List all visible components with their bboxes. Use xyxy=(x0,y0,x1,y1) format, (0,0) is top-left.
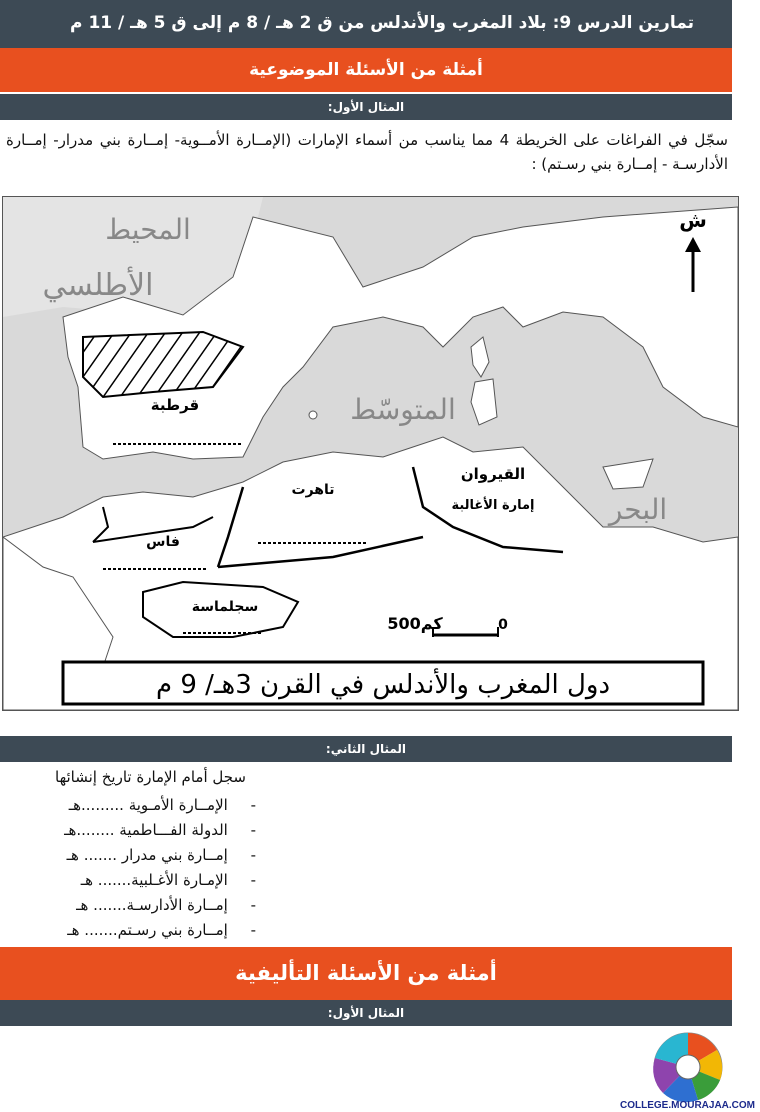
lesson-title: تمارين الدرس 9: بلاد المغرب والأندلس من ق 2 هـ / 8 م إلى ق 5 هـ / 11 م xyxy=(70,13,694,33)
cordoba-label: قرطبة xyxy=(150,396,200,414)
ocean-label-1: المحيط xyxy=(105,213,191,246)
example-2-label: المثال الثاني: xyxy=(325,742,407,756)
example-2-lead: سجل أمام الإمارة تاريخ إنشائها xyxy=(55,768,246,786)
sijilmasa-label: سجلماسة xyxy=(191,599,259,615)
example-3-header xyxy=(0,1000,732,1026)
example-2-header xyxy=(0,736,732,762)
example-1-instruction: سجّل في الفراغات على الخريطة 4 مما يناسب من أسماء الإمارات (الإمــارة الأمــوية- إمــارة بني مدرار- إمــارة الأدارسـة - إمــارة بني رسـتم) : xyxy=(6,131,728,173)
objective-questions-banner xyxy=(0,48,732,92)
list-item-text: إمــارة الأدارسـة....... هـ xyxy=(76,896,228,914)
lesson-title-bar xyxy=(0,0,732,48)
aghlabid-label: إمارة الأغالبة xyxy=(451,498,535,513)
example-3-label: المثال الأول: xyxy=(327,1006,405,1020)
constructive-questions-title: أمثلة من الأسئلة التأليفية xyxy=(235,961,497,985)
list-item-text: إمــارة بني مدرار ....... هـ xyxy=(66,846,228,864)
list-item: - الإمــارة الأمـوية .........هـ xyxy=(68,796,256,814)
tahert-label: تاهرت xyxy=(291,482,335,498)
site-logo xyxy=(628,1025,738,1112)
map-caption: دول المغرب والأندلس في القرن 3هـ/ 9 م xyxy=(155,670,611,700)
constructive-questions-banner xyxy=(0,947,732,1000)
list-item: - إمــارة بني مدرار ....... هـ xyxy=(66,846,256,864)
scale-label: 500كم xyxy=(387,614,443,633)
scale-zero: 0 xyxy=(498,617,508,633)
north-label: ش xyxy=(679,208,707,232)
sea-label-1: المتوسّط xyxy=(350,393,456,426)
list-item-text: الإمـارة الأغـلبية....... هـ xyxy=(80,871,228,889)
historical-map xyxy=(2,196,739,711)
fes-label: فاس xyxy=(146,534,180,550)
site-url: COLLEGE.MOURAJAA.COM xyxy=(620,1100,755,1111)
list-item-text: الإمــارة الأمـوية .........هـ xyxy=(68,796,228,814)
sea-label-2: البحر xyxy=(608,493,668,526)
ocean-label-2: الأطلسي xyxy=(42,268,154,303)
list-item: - إمــارة بني رسـتم....... هـ xyxy=(67,921,256,939)
example-1-label: المثال الأول: xyxy=(327,100,405,114)
list-item-text: إمــارة بني رسـتم....... هـ xyxy=(67,921,228,939)
list-item: - إمــارة الأدارسـة....... هـ xyxy=(76,896,256,914)
list-item-text: الدولة الفـــاطمية ........هـ xyxy=(64,821,228,839)
list-item: - الدولة الفـــاطمية ........هـ xyxy=(64,821,256,839)
island-balearic xyxy=(309,411,317,419)
list-item: - الإمـارة الأغـلبية....... هـ xyxy=(80,871,256,889)
objective-questions-title: أمثلة من الأسئلة الموضوعية xyxy=(249,60,483,80)
kairouan-label: القيروان xyxy=(460,465,526,483)
example-1-header xyxy=(0,94,732,120)
